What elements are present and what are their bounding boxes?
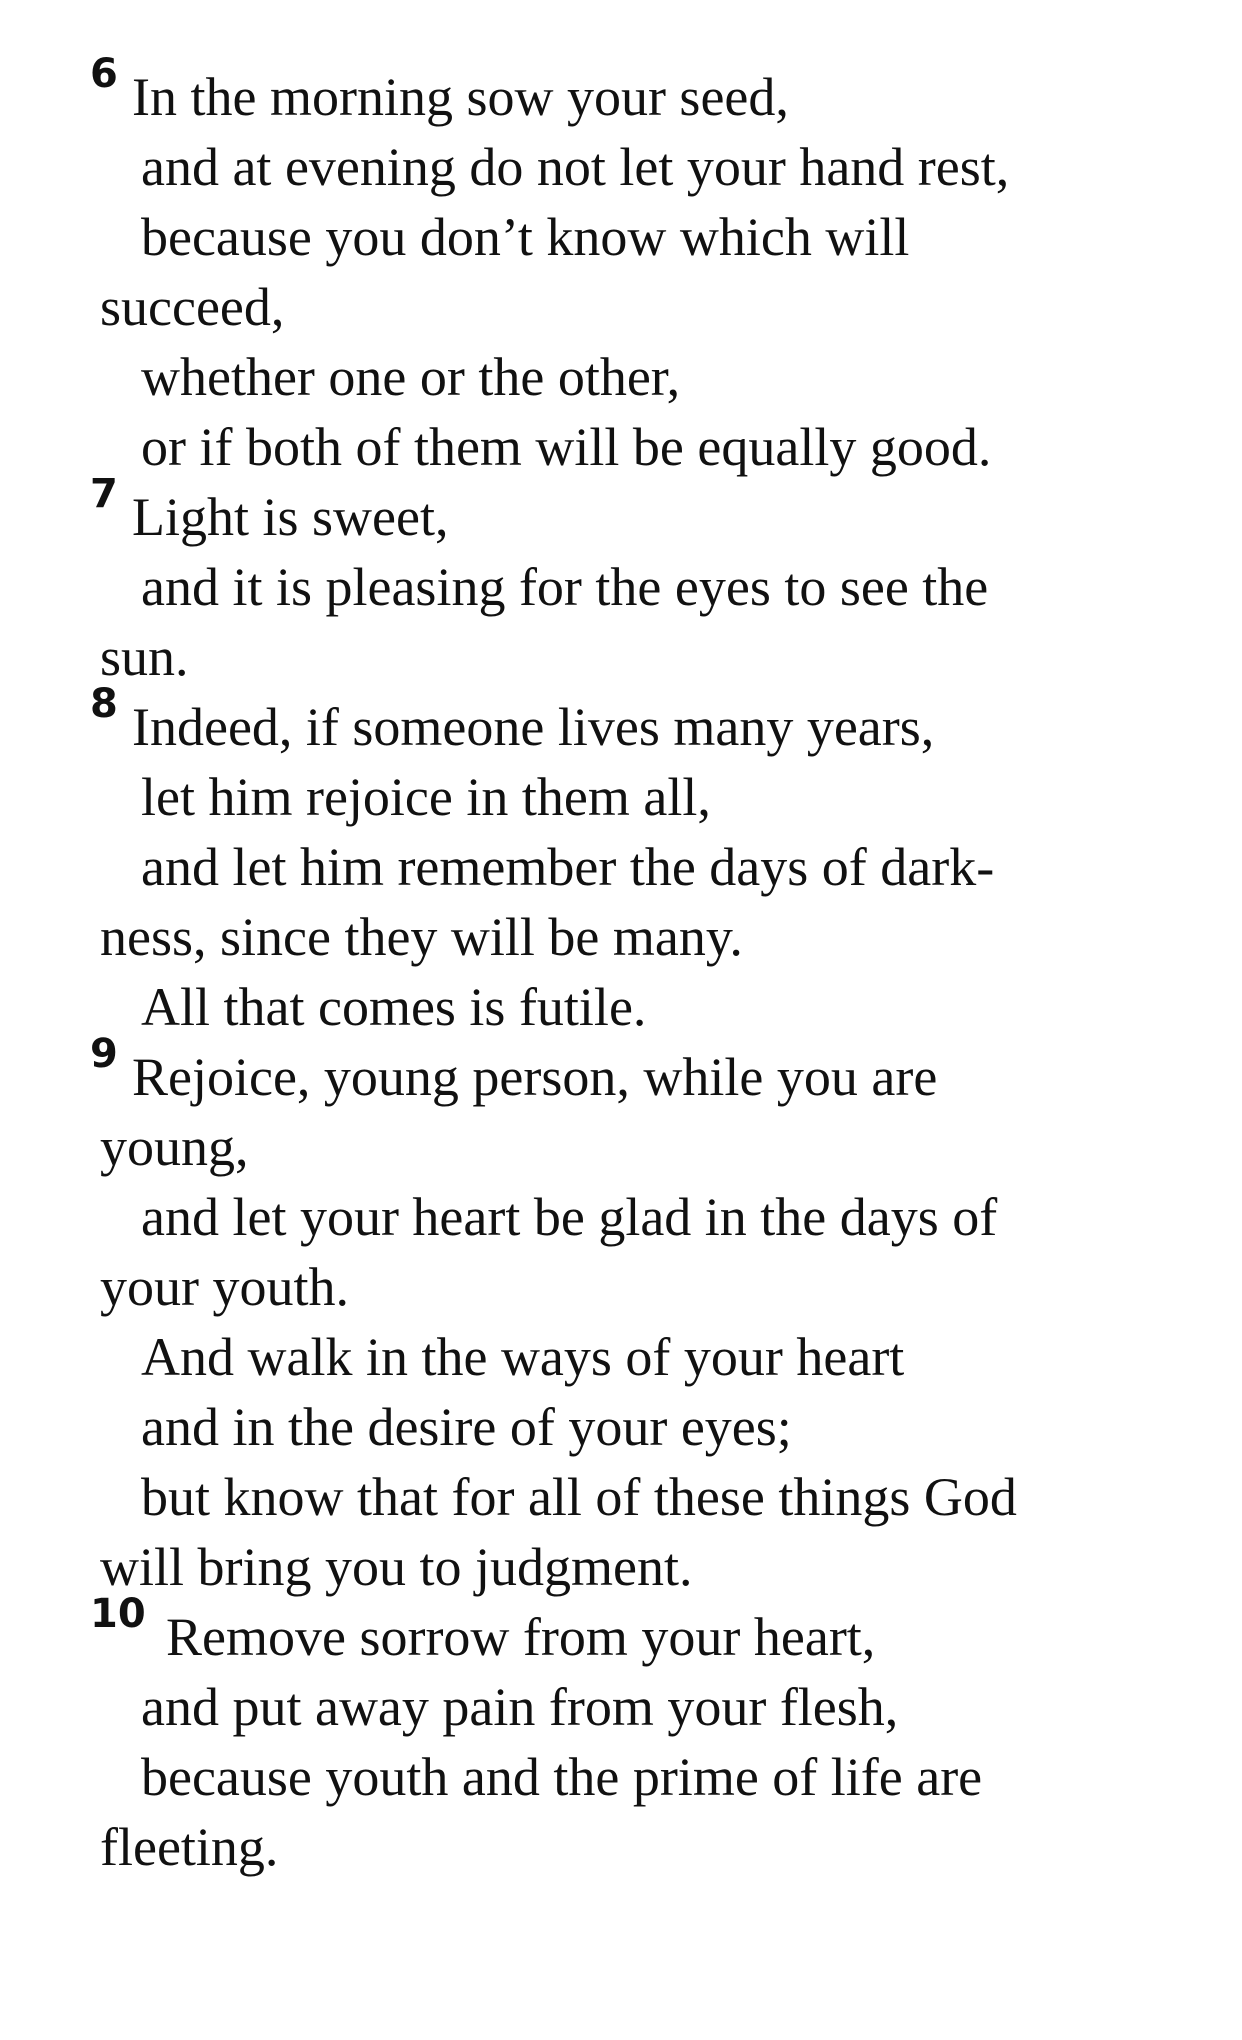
verse-line-text: Remove sorrow from your heart, — [166, 1607, 876, 1667]
verse-9 — [90, 1031, 1200, 1602]
verse-number: 9 — [90, 1031, 118, 1077]
verse-line-continuation: sun. — [100, 627, 189, 687]
verse-first-line — [90, 1031, 1200, 1112]
verse-number: 7 — [90, 471, 118, 517]
verse-first-line — [90, 1591, 1200, 1672]
verse-line: and let your heart be glad in the days of — [141, 1187, 998, 1247]
verse-line: because youth and the prime of life are — [141, 1747, 983, 1807]
verse-first-line — [90, 471, 1200, 552]
verse-number: 10 — [90, 1591, 146, 1637]
verse-line: and in the desire of your eyes; — [141, 1397, 792, 1457]
verse-line-continuation: young, — [100, 1117, 249, 1177]
verse-number: 8 — [90, 681, 118, 727]
verse-line-text: Rejoice, young person, while you are — [132, 1047, 938, 1107]
verse-line: and let him remember the days of dark- — [141, 837, 995, 897]
verse-line: because you don’t know which will — [141, 207, 910, 267]
verse-8 — [90, 681, 1200, 1042]
verse-10 — [90, 1591, 1200, 1882]
scripture-text — [90, 51, 1200, 1882]
verse-6 — [90, 51, 1200, 482]
verse-line: and at evening do not let your hand rest, — [141, 137, 1010, 197]
verse-line-text: Light is sweet, — [132, 487, 449, 547]
verse-line: And walk in the ways of your heart — [141, 1327, 905, 1387]
verse-line: but know that for all of these things God — [141, 1467, 1017, 1527]
verse-number: 6 — [90, 51, 118, 97]
verse-first-line — [90, 681, 1200, 762]
verse-line: whether one or the other, — [141, 347, 681, 407]
verse-line: All that comes is futile. — [141, 977, 647, 1037]
verse-first-line — [90, 51, 1200, 132]
verse-line-continuation: fleeting. — [100, 1817, 279, 1877]
verse-line-continuation: will bring you to judgment. — [100, 1537, 693, 1597]
verse-line: and it is pleasing for the eyes to see the — [141, 557, 989, 617]
verse-line-continuation: your youth. — [100, 1257, 349, 1317]
verse-7 — [90, 471, 1200, 692]
verse-line: and put away pain from your flesh, — [141, 1677, 899, 1737]
verse-line-text: Indeed, if someone lives many years, — [132, 697, 935, 757]
verse-line: let him rejoice in them all, — [141, 767, 711, 827]
verse-line: or if both of them will be equally good. — [141, 417, 992, 477]
verse-line-text: In the morning sow your seed, — [132, 67, 789, 127]
verse-line-continuation: succeed, — [100, 277, 285, 337]
verse-line-continuation: ness, since they will be many. — [100, 907, 743, 967]
